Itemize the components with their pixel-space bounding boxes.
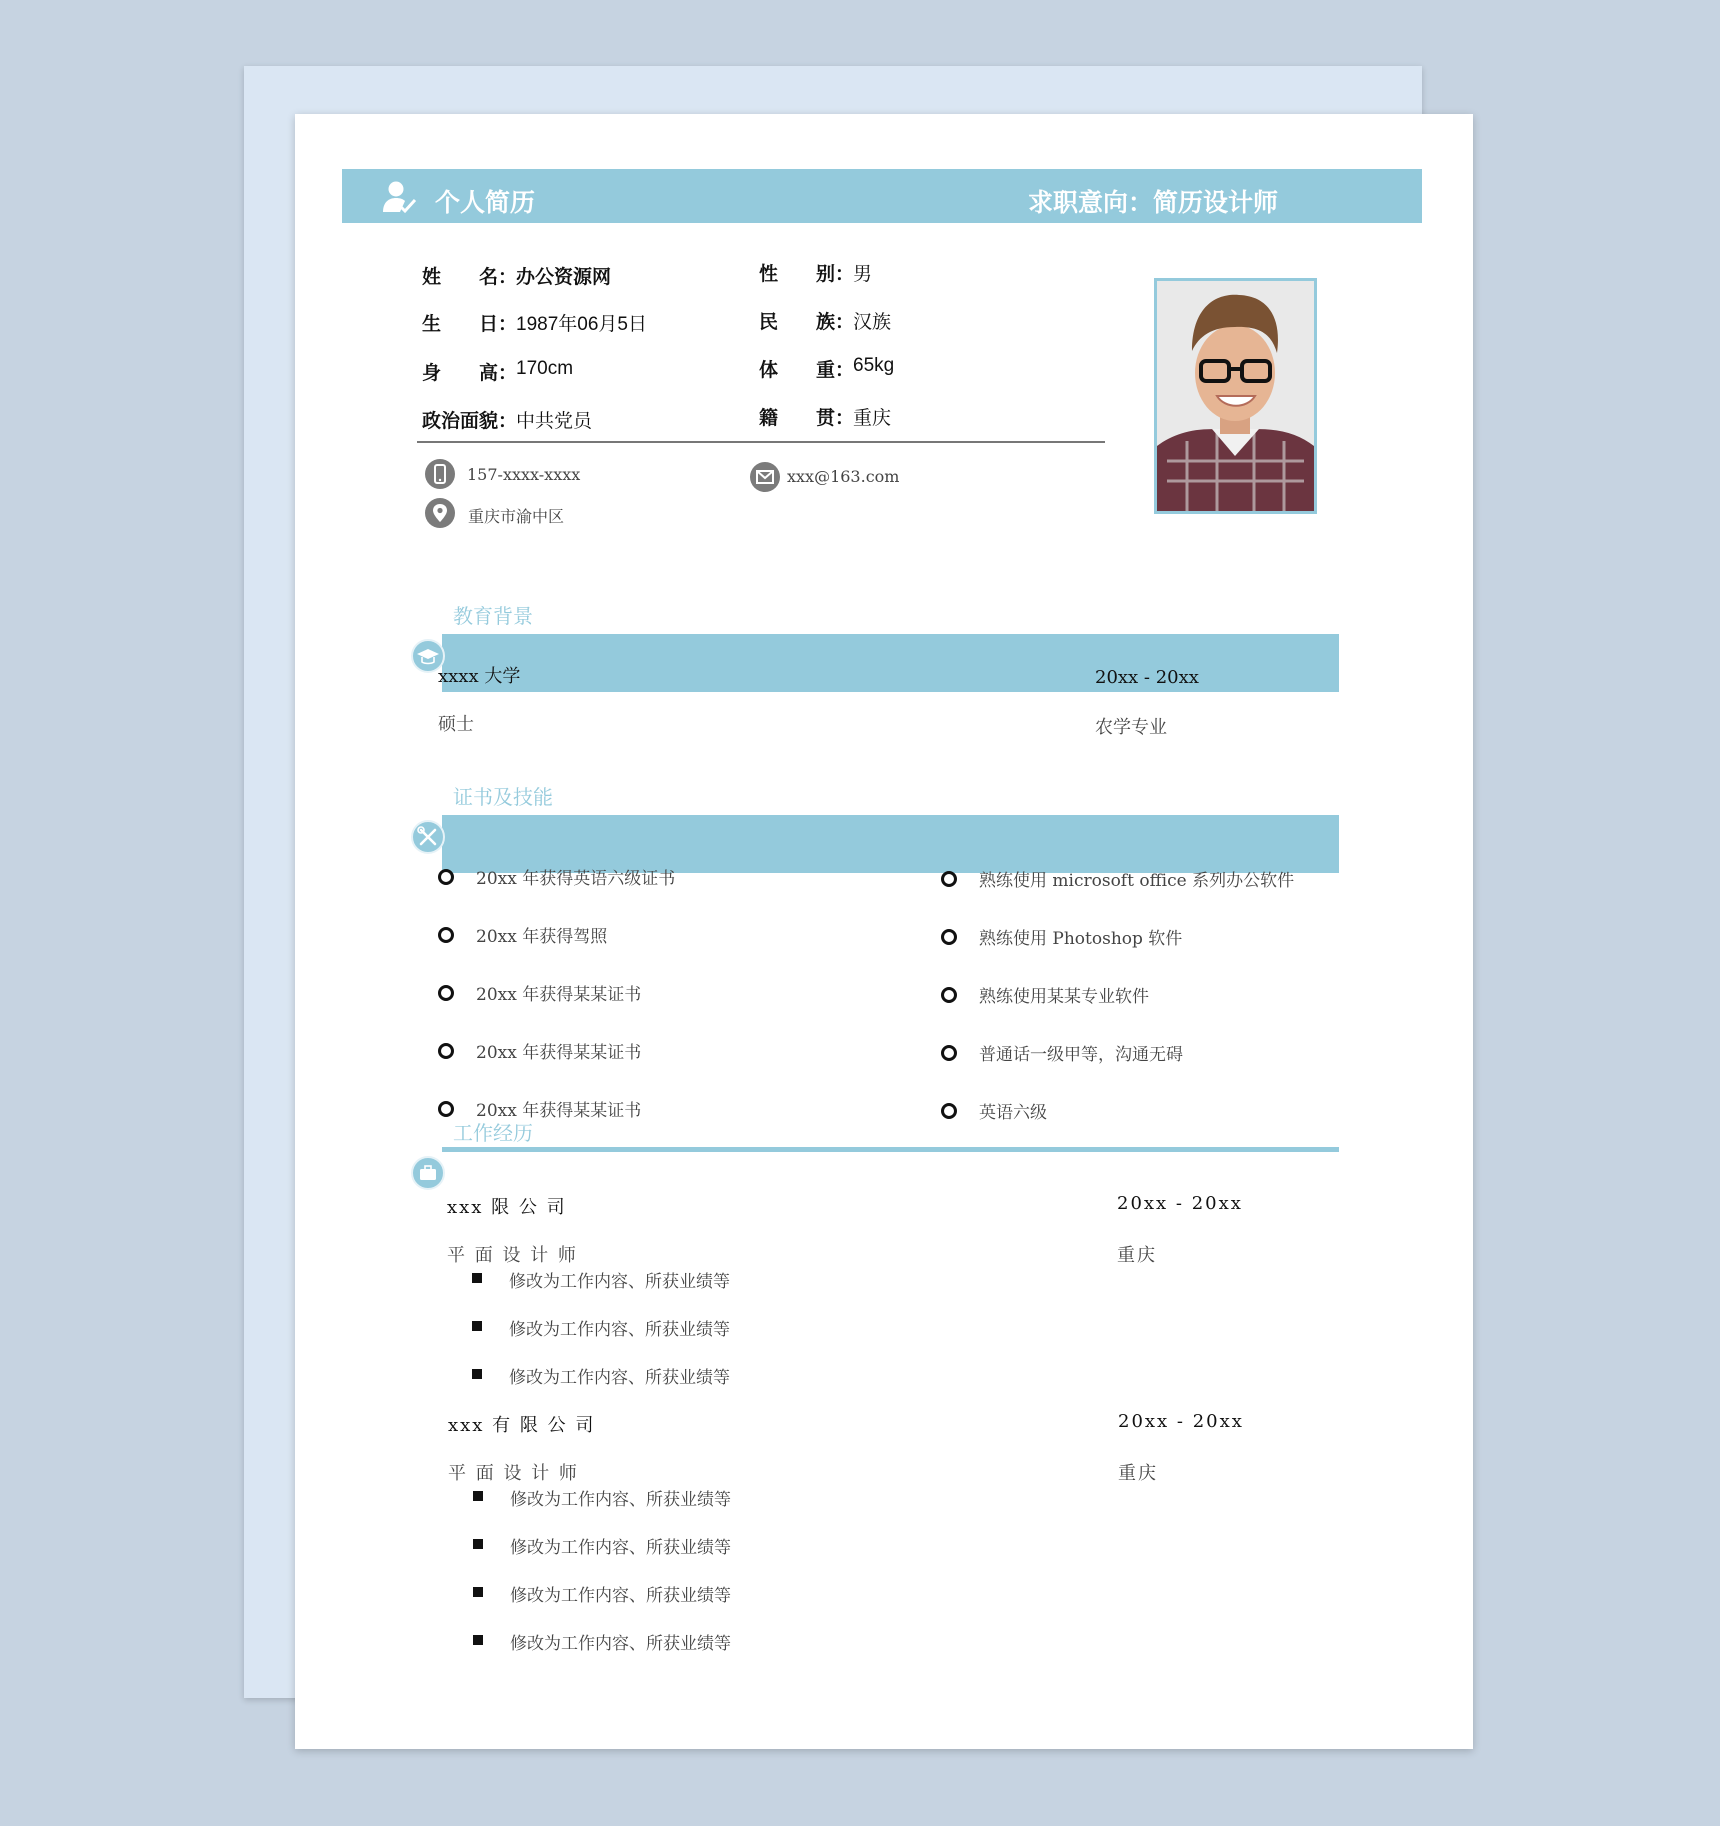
skill-bullet	[941, 1045, 957, 1061]
skill-bullet	[438, 985, 454, 1001]
gender-value: 男	[853, 264, 873, 285]
school-name: xxxx 大学	[438, 666, 521, 687]
hometown-label: 籍 贯：	[759, 408, 855, 429]
certificate-item: 20xx 年获得英语六级证书	[476, 869, 676, 889]
company-name: xxx 有 限 公 司	[448, 1415, 596, 1436]
phone-text: 157-xxxx-xxxx	[467, 465, 581, 484]
education-bar	[442, 634, 1339, 692]
education-period: 20xx - 20xx	[1095, 667, 1199, 688]
job-duty: 修改为工作内容、所获业绩等	[509, 1320, 730, 1340]
phone-icon	[425, 459, 455, 489]
major: 农学专业	[1095, 717, 1167, 738]
job-period: 20xx - 20xx	[1117, 1193, 1243, 1214]
skill-bullet	[438, 927, 454, 943]
work-bar	[442, 1147, 1339, 1152]
skill-bullet	[941, 871, 957, 887]
company-name: xxx 限 公 司	[447, 1197, 567, 1218]
info-divider	[417, 441, 1105, 443]
ethnicity-value: 汉族	[853, 312, 892, 333]
skill-item: 熟练使用某某专业软件	[979, 987, 1149, 1007]
briefcase-icon	[411, 1156, 445, 1190]
job-duty: 修改为工作内容、所获业绩等	[510, 1586, 731, 1606]
job-duty: 修改为工作内容、所获业绩等	[510, 1634, 731, 1654]
email-text: xxx@163.com	[787, 467, 900, 486]
duty-bullet	[473, 1587, 483, 1597]
job-city: 重庆	[1118, 1463, 1158, 1484]
user-check-icon	[380, 178, 418, 216]
tools-icon	[411, 820, 445, 854]
location-icon	[425, 498, 455, 528]
address-text: 重庆市渝中区	[468, 507, 565, 526]
job-duty: 修改为工作内容、所获业绩等	[509, 1368, 730, 1388]
birthday-value: 1987年06月5日	[516, 314, 647, 335]
height-value: 170cm	[516, 358, 574, 379]
duty-bullet	[472, 1321, 482, 1331]
name-label: 姓 名：	[422, 267, 518, 288]
height-label: 身 高：	[422, 363, 518, 384]
skill-item: 普通话一级甲等，沟通无碍	[979, 1045, 1183, 1065]
job-duty: 修改为工作内容、所获业绩等	[509, 1272, 730, 1292]
gender-label: 性 别：	[759, 264, 855, 285]
weight-label: 体 重：	[759, 360, 855, 381]
resume-page	[295, 114, 1473, 1749]
job-duty: 修改为工作内容、所获业绩等	[510, 1538, 731, 1558]
political-label: 政治面貌：	[422, 411, 518, 432]
page-title: 个人简历	[435, 189, 536, 217]
certificate-item: 20xx 年获得驾照	[476, 927, 608, 947]
job-city: 重庆	[1117, 1245, 1157, 1266]
certificate-item: 20xx 年获得某某证书	[476, 1043, 642, 1063]
hometown-value: 重庆	[853, 408, 892, 429]
profile-photo	[1154, 278, 1317, 514]
certificate-item: 20xx 年获得某某证书	[476, 985, 642, 1005]
birthday-label: 生 日：	[422, 314, 518, 335]
skill-bullet	[438, 1043, 454, 1059]
job-duty: 修改为工作内容、所获业绩等	[510, 1490, 731, 1510]
job-position: 平 面 设 计 师	[447, 1245, 578, 1266]
job-intent: 求职意向：简历设计师	[1028, 189, 1279, 217]
mail-icon	[750, 462, 780, 492]
duty-bullet	[472, 1273, 482, 1283]
skill-item: 熟练使用 Photoshop 软件	[979, 929, 1183, 949]
skill-bullet	[941, 1103, 957, 1119]
political-value: 中共党员	[516, 411, 593, 432]
work-section-title: 工作经历	[453, 1121, 533, 1145]
skill-bullet	[941, 929, 957, 945]
job-position: 平 面 设 计 师	[448, 1463, 579, 1484]
weight-value: 65kg	[853, 355, 895, 376]
certificate-item: 20xx 年获得某某证书	[476, 1101, 642, 1121]
degree: 硕士	[438, 714, 474, 735]
job-period: 20xx - 20xx	[1118, 1411, 1244, 1432]
name-value: 办公资源网	[516, 267, 612, 288]
skill-bullet	[438, 869, 454, 885]
ethnicity-label: 民 族：	[759, 312, 855, 333]
duty-bullet	[473, 1539, 483, 1549]
duty-bullet	[472, 1369, 482, 1379]
duty-bullet	[473, 1491, 483, 1501]
skill-item: 英语六级	[979, 1103, 1047, 1123]
skill-bullet	[941, 987, 957, 1003]
duty-bullet	[473, 1635, 483, 1645]
skill-item: 熟练使用 microsoft office 系列办公软件	[979, 871, 1295, 891]
skills-section-title: 证书及技能	[453, 785, 553, 809]
education-section-title: 教育背景	[453, 604, 533, 628]
skill-bullet	[438, 1101, 454, 1117]
